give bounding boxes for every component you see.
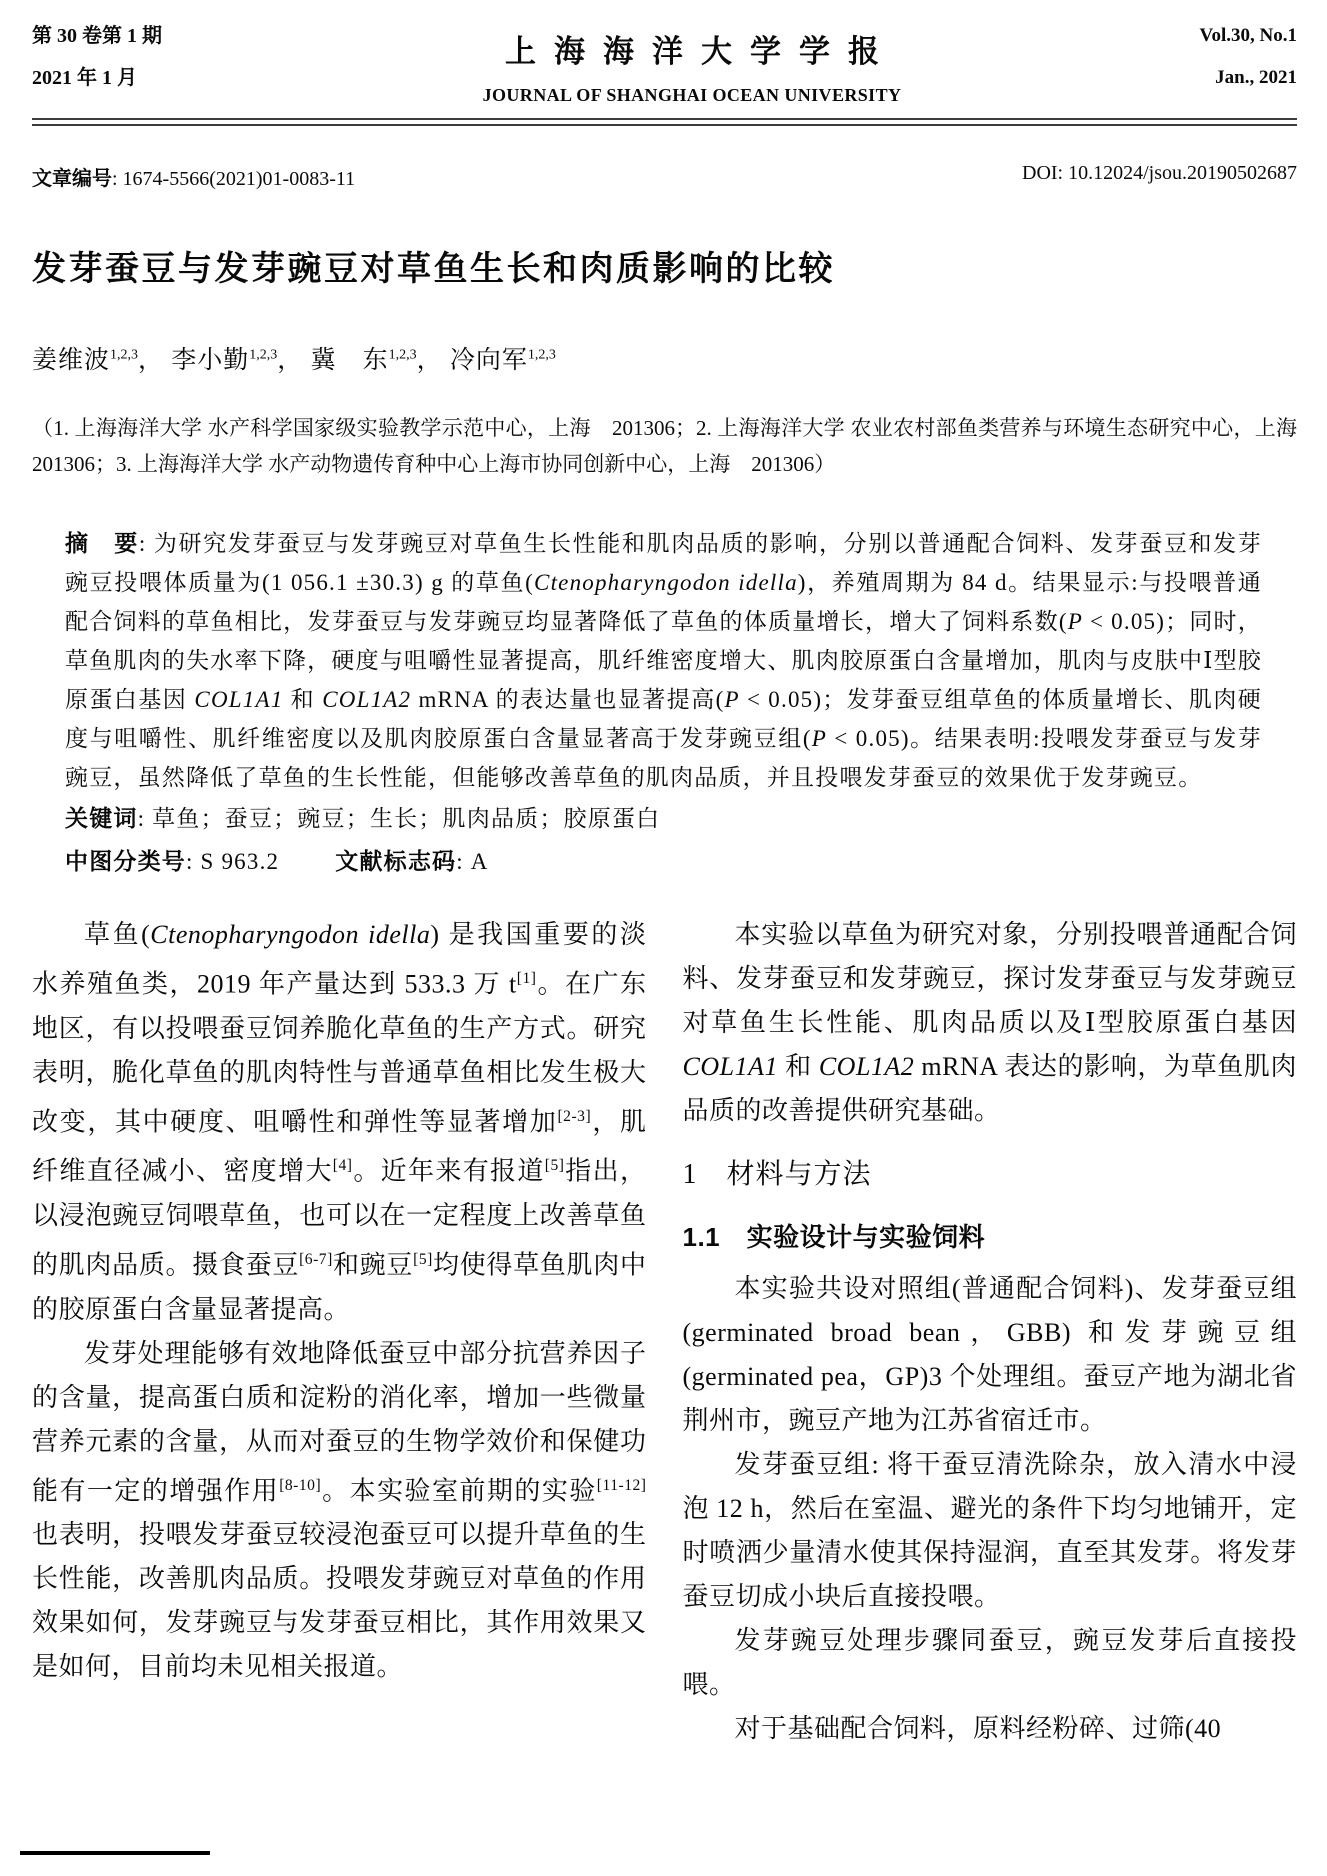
paragraph-methods-1: 本实验共设对照组(普通配合饲料)、发芽蚕豆组(germinated broad bean，GBB) 和发芽豌豆组(germinated pea，GP)3 个处理组。蚕豆产地为湖北省荆州市，豌豆产地为江苏省宿迁市。 (682, 1274, 1297, 1435)
author-name: 冷向军 (449, 347, 528, 374)
author-affil-sup: 1,2,3 (110, 347, 139, 363)
author-separator: ， (277, 347, 311, 374)
author-affil-sup: 1,2,3 (249, 347, 278, 363)
affiliation: （1. 上海海洋大学 水产科学国家级实验教学示范中心，上海 201306；2. 上海海洋大学 农业农村部鱼类营养与环境生态研究中心，上海 201306；3. 上海海洋大学 水产动物遗传育种中心上海市协同创新中心，上海 201306） (32, 416, 1318, 476)
author (171, 347, 310, 374)
abstract-label: 摘 要 (65, 530, 139, 556)
article-id (32, 162, 355, 191)
author-name: 李小勤 (171, 347, 250, 374)
paragraph-intro-3: 本实验以草鱼为研究对象，分别投喂普通配合饲料、发芽蚕豆和发芽豌豆，探讨发芽蚕豆与发芽豌豆对草鱼生长性能、肌肉品质以及Ⅰ型胶原蛋白基因 COL1A1 和 COL1A2 mRNA 表达的影响，为草鱼肌肉品质的改善提供研究基础。 (682, 920, 1297, 1125)
classification (65, 842, 1262, 881)
keywords (65, 799, 1262, 838)
author-affil-sup: 1,2,3 (388, 347, 417, 363)
keywords-text: : 草鱼；蚕豆；豌豆；生长；肌肉品质；胶原蛋白 (137, 806, 661, 831)
paragraph-methods-2: 发芽蚕豆组: 将干蚕豆清洗除杂，放入清水中浸泡 12 h，然后在室温、避光的条件下均匀地铺开，定时喷洒少量清水使其保持湿润，直至其发芽。将发芽蚕豆切成小块后直接投喂。 (682, 1450, 1297, 1611)
doc-code-value: : A (456, 849, 489, 874)
volume-issue-cn: 第 30 卷第 1 期 (32, 25, 162, 47)
paragraph-methods-4: 对于基础配合饲料，原料经粉碎、过筛(40 (734, 1714, 1222, 1743)
section-heading-materials-methods: 1 材料与方法 (682, 1159, 872, 1190)
author (450, 347, 556, 374)
keywords-label: 关键词 (65, 805, 138, 831)
author (32, 347, 171, 374)
footnote-divider (20, 1851, 210, 1855)
body-columns (32, 913, 1297, 1775)
paragraph-intro-1: 草鱼(Ctenopharyngodon idella) 是我国重要的淡水养殖鱼类，2019 年产量达到 533.3 万 t[1]。在广东地区，有以投喂蚕豆饲养脆化草鱼的生产方式。研究表明，脆化草鱼的肌肉特性与普通草鱼相比发生极大改变，其中硬度、咀嚼性和弹性等显著增加[2-3]，肌纤维直径减小、密度增大[4]。近年来有报道[5]指出，以浸泡豌豆饲喂草鱼，也可以在一定程度上改善草鱼的肌肉品质。摄食蚕豆[6-7]和豌豆[5]均使得草鱼肌肉中的胶原蛋白含量显著提高。 (32, 920, 647, 1324)
date-cn: 2021 年 1 月 (32, 67, 137, 89)
article-id-value: : 1674-5566(2021)01-0083-11 (112, 168, 356, 190)
abstract-text: : 为研究发芽蚕豆与发芽豌豆对草鱼生长性能和肌肉品质的影响，分别以普通配合饲料、发芽蚕豆和发芽豌豆投喂体质量为(1 056.1 ±30.3) g 的草鱼(Ctenopharyngodon idella)，养殖周期为 84 d。结果显示:与投喂普通配合饲料的草鱼相比，发芽蚕豆与发芽豌豆均显著降低了草鱼的体质量增长，增大了饲料系数(P < 0.05)；同时，草鱼肌肉的失水率下降，硬度与咀嚼性显著提高，肌纤维密度增大、肌肉胶原蛋白含量增加，肌肉与皮肤中Ⅰ型胶原蛋白基因 COL1A1 和 COL1A2 mRNA 的表达量也显著提高(P < 0.05)；发芽蚕豆组草鱼的体质量增长、肌肉硬度与咀嚼性、肌纤维密度以及肌肉胶原蛋白含量显著高于发芽豌豆组(P < 0.05)。结果表明:投喂发芽蚕豆与发芽豌豆，虽然降低了草鱼的生长性能，但能够改善草鱼的肌肉品质，并且投喂发芽蚕豆的效果优于发芽豌豆。 (65, 531, 1263, 790)
volume-issue-en: Vol.30, No.1 (1199, 25, 1297, 46)
header-divider (32, 118, 1297, 126)
clc-value: : S 963.2 (186, 849, 280, 874)
subsection-heading-experiment-design: 1.1 实验设计与实验饲料 (682, 1222, 986, 1252)
paragraph-intro-2: 发芽处理能够有效地降低蚕豆中部分抗营养因子的含量，提高蛋白质和淀粉的消化率，增加一些微量营养元素的含量，从而对蚕豆的生物学效价和保健功能有一定的增强作用[8-10]。本实验室前期的实验[11-12]也表明，投喂发芽蚕豆较浸泡蚕豆可以提升草鱼的生长性能，改善肌肉品质。投喂发芽豌豆对草鱼的作用效果如何，发芽豌豆与发芽蚕豆相比，其作用效果又是如何，目前均未见相关报道。 (32, 1338, 647, 1682)
left-column (32, 913, 647, 1775)
header-left (32, 26, 257, 88)
date-en: Jan., 2021 (1215, 67, 1297, 88)
author-line (32, 340, 1297, 376)
right-column (683, 913, 1298, 1775)
author-separator: ， (138, 347, 172, 374)
article-id-label: 文章编号 (32, 168, 112, 190)
abstract (65, 524, 1262, 797)
journal-title-cn: 上海海洋大学学报 (505, 34, 897, 69)
author-separator: ， (416, 347, 450, 374)
doc-code-label: 文献标志码 (335, 848, 457, 874)
header-right (1127, 26, 1297, 87)
meta-row (32, 162, 1297, 191)
article-title: 发芽蚕豆与发芽豌豆对草鱼生长和肉质影响的比较 (32, 250, 835, 288)
author (311, 347, 450, 374)
clc-label: 中图分类号 (65, 848, 186, 874)
header-center (257, 26, 1127, 106)
journal-title-en: JOURNAL OF SHANGHAI OCEAN UNIVERSITY (482, 85, 902, 105)
doi: DOI: 10.12024/jsou.20190502687 (1022, 162, 1297, 184)
author-name: 姜维波 (32, 347, 111, 374)
paragraph-methods-3: 发芽豌豆处理步骤同蚕豆，豌豆发芽后直接投喂。 (682, 1626, 1297, 1699)
journal-header (32, 26, 1297, 106)
author-affil-sup: 1,2,3 (527, 347, 556, 363)
author-name: 冀 东 (310, 347, 389, 374)
